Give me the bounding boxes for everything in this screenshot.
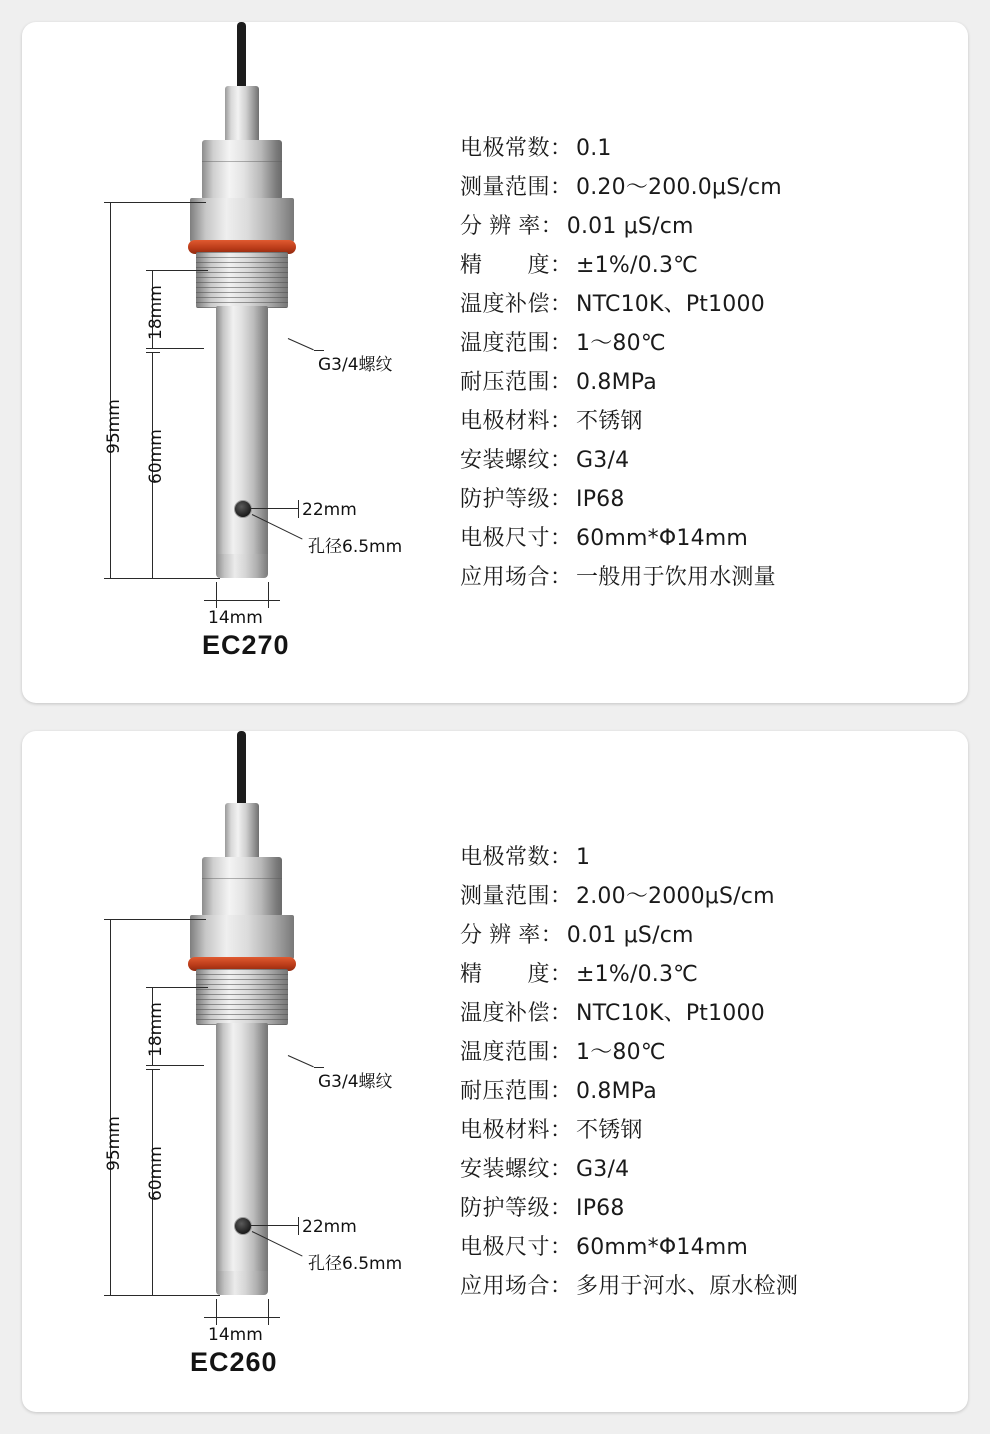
spec-label: 电极尺寸 — [460, 524, 551, 550]
spec-colon: ： — [550, 407, 573, 433]
spec-label: 电极材料 — [460, 407, 551, 433]
spec-list-ec270 — [452, 22, 968, 703]
spec-label: 电极常数 — [460, 843, 551, 869]
spec-row — [460, 363, 968, 402]
spec-colon: ： — [550, 329, 573, 355]
dim-tick — [216, 1299, 217, 1325]
dim-label-diameter: 14mm — [208, 1325, 263, 1345]
spec-value: ±1%/0.3℃ — [576, 961, 699, 987]
probe-flange — [190, 915, 294, 959]
spec-row — [460, 519, 968, 558]
dim-label-hole-size: 孔径6.5mm — [308, 1254, 403, 1274]
spec-row — [460, 1228, 968, 1267]
spec-colon: ： — [550, 134, 573, 160]
spec-label: 分 辨 率 — [460, 921, 541, 947]
ext-line — [110, 1295, 220, 1296]
probe-cable — [237, 731, 246, 809]
dim-label-thread: G3/4螺纹 — [318, 355, 393, 375]
spec-row — [460, 994, 968, 1033]
spec-row — [460, 558, 968, 597]
spec-label: 电极材料 — [460, 1116, 551, 1142]
spec-colon: ： — [550, 290, 573, 316]
spec-value: ±1%/0.3℃ — [576, 252, 699, 278]
model-name-ec260: EC260 — [190, 1347, 278, 1377]
spec-label: 防护等级 — [460, 1194, 551, 1220]
spec-row — [460, 324, 968, 363]
spec-value: 一般用于饮用水测量 — [576, 564, 776, 590]
spec-value: NTC10K、Pt1000 — [576, 291, 765, 317]
spec-row — [460, 1150, 968, 1189]
spec-colon: ： — [550, 1038, 573, 1064]
spec-row — [460, 441, 968, 480]
spec-colon: ： — [550, 251, 573, 277]
spec-row — [460, 246, 968, 285]
spec-label: 安装螺纹 — [460, 1155, 551, 1181]
dim-label-overall: 95mm — [104, 399, 124, 454]
probe-flange — [190, 198, 294, 242]
dim-tick — [216, 582, 217, 608]
spec-colon: ： — [550, 446, 573, 472]
spec-value: 0.01 μS/cm — [566, 922, 694, 948]
spec-value: 0.20～200.0μS/cm — [576, 174, 782, 200]
spec-label: 防护等级 — [460, 485, 551, 511]
dim-tick — [298, 500, 299, 518]
spec-value: IP68 — [576, 1195, 625, 1221]
spec-row — [460, 207, 968, 246]
spec-colon: ： — [550, 485, 573, 511]
spec-value: 1～80℃ — [576, 330, 666, 356]
dim-line-overall — [110, 202, 111, 578]
spec-value: 1 — [576, 844, 591, 870]
spec-label: 安装螺纹 — [460, 446, 551, 472]
spec-value: 不锈钢 — [576, 408, 643, 434]
spec-value: 1～80℃ — [576, 1039, 666, 1065]
spec-colon: ： — [550, 368, 573, 394]
spec-value: 0.8MPa — [576, 1078, 657, 1104]
spec-colon: ： — [550, 882, 573, 908]
dim-label-hole-offset: 22mm — [302, 500, 357, 520]
spec-label: 电极尺寸 — [460, 1233, 551, 1259]
probe-strain-relief — [225, 803, 259, 861]
spec-row — [460, 1189, 968, 1228]
spec-value: 0.8MPa — [576, 369, 657, 395]
spec-row — [460, 285, 968, 324]
spec-row — [460, 1033, 968, 1072]
leader-hole-offset — [250, 1225, 298, 1226]
spec-colon: ： — [550, 173, 573, 199]
dim-tick — [268, 1299, 269, 1325]
spec-label: 应用场合 — [460, 563, 551, 589]
ext-line — [152, 270, 208, 271]
spec-colon: ： — [550, 524, 573, 550]
probe-tip — [216, 1271, 268, 1295]
dim-label-overall: 95mm — [104, 1116, 124, 1171]
spec-row — [460, 129, 968, 168]
spec-label: 温度补偿 — [460, 290, 551, 316]
dim-label-thread: G3/4螺纹 — [318, 1072, 393, 1092]
probe-cable — [237, 22, 246, 92]
ext-line — [152, 1065, 204, 1066]
spec-row — [460, 1267, 968, 1306]
spec-value: G3/4 — [576, 1156, 630, 1182]
ext-line — [152, 987, 208, 988]
dim-label-hole-size: 孔径6.5mm — [308, 537, 403, 557]
spec-colon: ： — [550, 1116, 573, 1142]
spec-colon: ： — [550, 563, 573, 589]
spec-value: NTC10K、Pt1000 — [576, 1000, 765, 1026]
spec-colon: ： — [550, 1155, 573, 1181]
spec-value: 60mm*Φ14mm — [576, 1234, 749, 1260]
dim-tick — [146, 1069, 160, 1070]
probe-sensing-hole — [234, 500, 252, 518]
spec-value: 60mm*Φ14mm — [576, 525, 749, 551]
spec-label: 电极常数 — [460, 134, 551, 160]
spec-value: IP68 — [576, 486, 625, 512]
spec-label: 精 度 — [460, 960, 551, 986]
probe-thread — [196, 969, 288, 1025]
spec-label: 应用场合 — [460, 1272, 551, 1298]
probe-tip — [216, 554, 268, 578]
spec-row — [460, 916, 968, 955]
spec-list-ec260 — [452, 731, 968, 1412]
leader-hole-offset — [250, 508, 298, 509]
spec-value: 2.00～2000μS/cm — [576, 883, 775, 909]
spec-label: 温度范围 — [460, 329, 551, 355]
spec-row — [460, 480, 968, 519]
dim-label-upper: 18mm — [146, 1002, 166, 1057]
spec-label: 温度范围 — [460, 1038, 551, 1064]
ext-line — [110, 919, 206, 920]
spec-row — [460, 402, 968, 441]
spec-colon: ： — [550, 1272, 573, 1298]
ext-line — [110, 578, 220, 579]
spec-colon: ： — [550, 960, 573, 986]
leader-thread — [288, 338, 314, 350]
spec-value: 0.1 — [576, 135, 612, 161]
dim-tick — [298, 1217, 299, 1235]
product-card-ec270 — [22, 22, 968, 703]
spec-label: 耐压范围 — [460, 1077, 551, 1103]
spec-value: G3/4 — [576, 447, 630, 473]
spec-value: 多用于河水、原水检测 — [576, 1273, 799, 1299]
dim-line-overall — [110, 919, 111, 1295]
dim-label-lower: 60mm — [146, 1146, 166, 1201]
spec-value: 0.01 μS/cm — [566, 213, 694, 239]
spec-row — [460, 838, 968, 877]
probe-thread — [196, 252, 288, 308]
probe-sensing-hole — [234, 1217, 252, 1235]
spec-label: 测量范围 — [460, 173, 551, 199]
spec-label: 耐压范围 — [460, 368, 551, 394]
spec-label: 测量范围 — [460, 882, 551, 908]
dim-label-upper: 18mm — [146, 285, 166, 340]
spec-colon: ： — [550, 843, 573, 869]
spec-colon: ： — [550, 999, 573, 1025]
spec-row — [460, 877, 968, 916]
leader-thread — [288, 1055, 314, 1067]
ext-line — [152, 348, 204, 349]
spec-value: 不锈钢 — [576, 1117, 643, 1143]
spec-colon: ： — [540, 212, 563, 238]
dim-label-diameter: 14mm — [208, 608, 263, 628]
spec-label: 温度补偿 — [460, 999, 551, 1025]
spec-label: 分 辨 率 — [460, 212, 541, 238]
product-illustration-ec260 — [22, 731, 452, 1412]
spec-row — [460, 955, 968, 994]
dim-label-lower: 60mm — [146, 429, 166, 484]
spec-label: 精 度 — [460, 251, 551, 277]
spec-colon: ： — [540, 921, 563, 947]
probe-hex-cap — [202, 140, 282, 200]
ext-line — [110, 202, 206, 203]
dim-tick — [146, 352, 160, 353]
probe-hex-cap — [202, 857, 282, 917]
spec-row — [460, 1111, 968, 1150]
spec-colon: ： — [550, 1233, 573, 1259]
product-card-ec260 — [22, 731, 968, 1412]
dim-label-hole-offset: 22mm — [302, 1217, 357, 1237]
spec-colon: ： — [550, 1077, 573, 1103]
product-illustration-ec270 — [22, 22, 452, 703]
probe-strain-relief — [225, 86, 259, 144]
spec-row — [460, 1072, 968, 1111]
spec-colon: ： — [550, 1194, 573, 1220]
model-name-ec270: EC270 — [202, 630, 290, 660]
dim-tick — [268, 582, 269, 608]
spec-row — [460, 168, 968, 207]
